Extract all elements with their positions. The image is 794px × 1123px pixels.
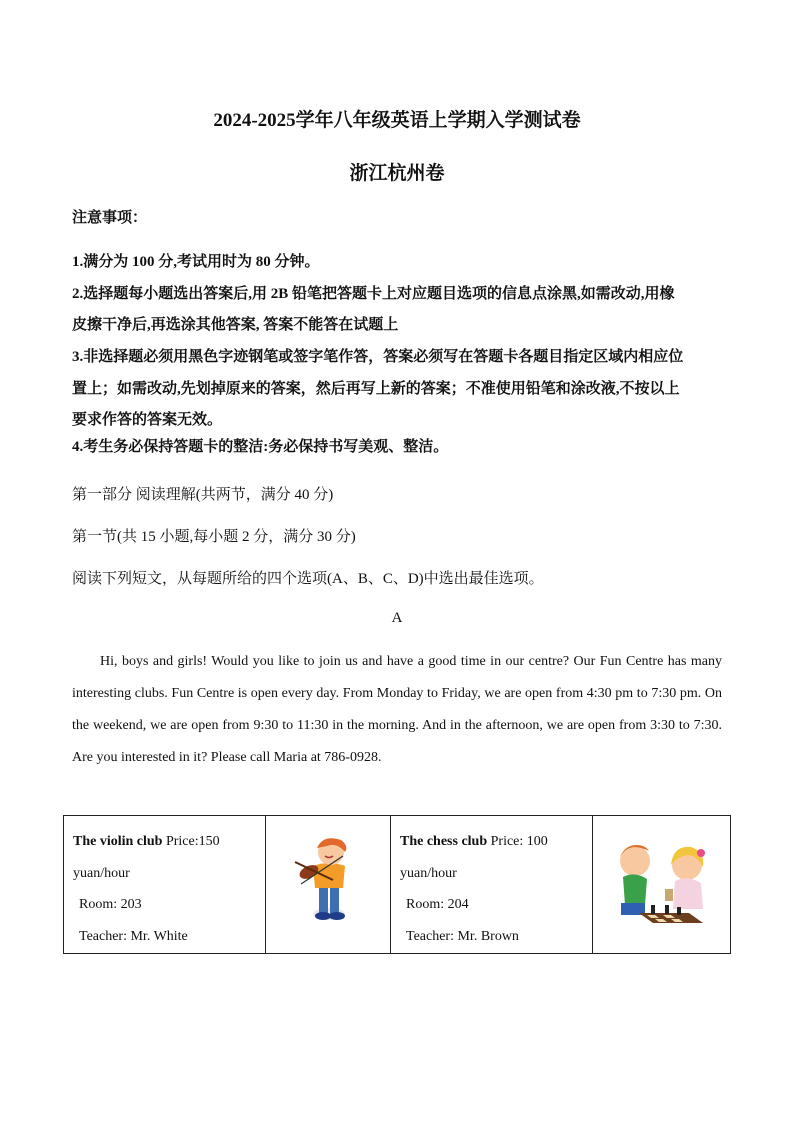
notice-item-2b: 皮擦干净后,再选涂其他答案, 答案不能答在试题上 <box>72 317 399 333</box>
club-price: Price:150 yuan/hour <box>73 834 220 881</box>
table-row <box>64 816 731 954</box>
passage-label: A <box>391 610 403 626</box>
instruction-text: 阅读下列短文，从每题所给的四个选项(A、B、C、D)中选出最佳选项。 <box>72 571 544 587</box>
violin-image-cell <box>266 816 391 954</box>
chess-club-cell <box>391 816 593 954</box>
club-teacher: Teacher: Mr. White <box>79 928 188 944</box>
page-title: 2024-2025学年八年级英语上学期入学测试卷 <box>213 110 581 131</box>
club-name: The chess club <box>400 834 488 849</box>
notice-item-3b: 置上；如需改动,先划掉原来的答案，然后再写上新的答案；不准使用铅笔和涂改液,不按以上 <box>72 381 680 397</box>
violin-boy-icon <box>283 832 373 932</box>
notice-heading: 注意事项： <box>72 210 148 226</box>
notice-item-2a: 2.选择题每小题选出答案后,用 2B 铅笔把答题卡上对应题目选项的信息点涂黑,如需改动,用橡 <box>72 286 675 302</box>
notice-item-1: 1.满分为 100 分,考试用时为 80 分钟。 <box>72 254 320 270</box>
notice-item-4: 4.考生务必保持答题卡的整洁:务必保持书写美观、整洁。 <box>72 439 449 455</box>
passage-text: Hi, boys and girls! Would you like to join us and have a good time in our centre? Our Fun Centre has many interesting clubs. Fun Centre is open every day. From Monday to Friday, we are open from 4:30 pm to 7:30 pm. On the weekend, we are open from 9:30 to 11:30 in the morning. And in the afternoon, we are open from 3:30 to 7:30. Are you interested in it? Please call Maria at 786-0928. <box>72 654 722 765</box>
chess-image-cell <box>593 816 731 954</box>
club-room: Room: 203 <box>79 897 142 912</box>
club-price: Price: 100 yuan/hour <box>400 834 548 881</box>
part-heading: 第一部分 阅读理解(共两节，满分 40 分) <box>72 487 334 503</box>
clubs-table <box>63 815 731 954</box>
section-heading: 第一节(共 15 小题,每小题 2 分，满分 30 分) <box>72 529 356 545</box>
club-teacher: Teacher: Mr. Brown <box>406 928 519 944</box>
violin-club-cell <box>64 816 266 954</box>
notice-item-3c: 要求作答的答案无效。 <box>72 412 223 428</box>
page-subtitle: 浙江杭州卷 <box>349 163 445 184</box>
notice-item-3a: 3.非选择题必须用黑色字迹钢笔或签字笔作答，答案必须写在答题卡各题目指定区域内相应位 <box>72 349 684 365</box>
chess-kids-icon <box>607 835 717 930</box>
club-name: The violin club <box>73 834 163 849</box>
club-room: Room: 204 <box>406 897 469 912</box>
